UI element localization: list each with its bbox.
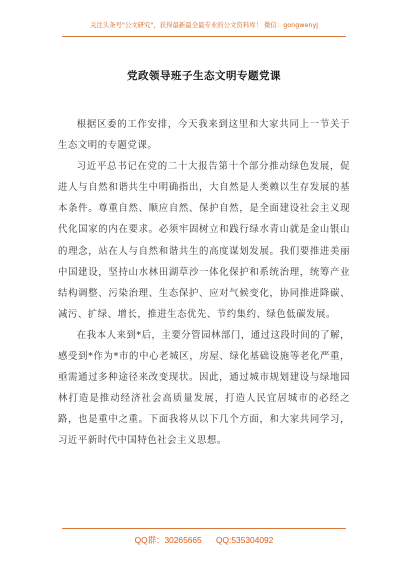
footer-qq-group: QQ群：30265665 [134,535,202,545]
paragraph-report: 习近平总书记在党的二十大报告第十个部分推动绿色发展，促进人与自然和谐共生中明确指出，大自然是人类赖以生存发展的基本条件。尊重自然、顺应自然、保护自然，是全面建设社会主义现代化国家的内在要求。必须牢固树立和践行绿水青山就是金山银山的理念，站在人与自然和谐共生的高度谋划发展。我们要推进美丽中国建设，坚持山水林田湖草沙一体化保护和系统治理，统筹产业结构调整、污染治理、生态保护、应对气候变化，协同推进降碳、减污、扩绿、增长，推进生态优先、节约集约、绿色低碳发展。 [58,161,350,320]
footer-qq: QQ:535304092 [216,535,274,545]
footer-divider [62,528,346,529]
header-divider [62,36,346,37]
document-body [58,114,350,452]
paragraph-local: 在我本人来到*后，主要分管园林部门，通过这段时间的了解，感受到*作为*市的中心老城区，房屋、绿化基础设施等老化严重，亟需通过多种途径来改变现状。因此，通过城市规划建设与绿地园林打造是推动经济社会高质量发展，打造人民宜居城市的必经之路，也是重中之重。下面我将从以下几个方面，和大家共同学习，习近平新时代中国特色社会主义思想。 [58,329,351,447]
header-notice: 关注头条号"公文研究"，获得最新最全最专业的公文资料库！ 微信：gongwenyj [89,21,319,29]
document-title: 党政领导班子生态文明专题党课 [127,70,281,82]
paragraph-intro: 根据区委的工作安排，今天我来到这里和大家共同上一节关于生态文明的专题党课。 [58,119,350,152]
footer-contact [0,534,408,546]
